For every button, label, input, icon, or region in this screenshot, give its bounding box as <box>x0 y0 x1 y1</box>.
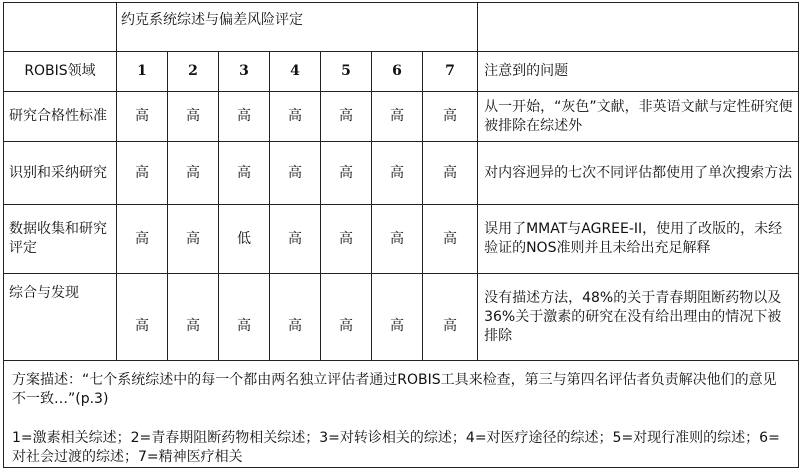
rating-cell: 高 <box>117 205 168 274</box>
rating-cell: 高 <box>219 92 270 142</box>
rating-cell: 高 <box>219 142 270 205</box>
rating-cell: 高 <box>321 92 372 142</box>
rating-cell: 高 <box>423 274 478 361</box>
note-cell: 误用了MMAT与AGREE-II，使用了改版的，未经验证的NOS准则并且未给出充足解释 <box>478 205 799 274</box>
rating-cell: 高 <box>270 205 321 274</box>
note-cell: 从一开始，“灰色”文献，非英语文献与定性研究便被排除在综述外 <box>478 92 799 142</box>
domain-column-header: ROBIS领域 <box>4 52 117 92</box>
rating-cell: 高 <box>168 274 219 361</box>
domain-cell: 综合与发现 <box>4 274 117 361</box>
title-row <box>4 3 799 52</box>
domain-cell: 识别和采纳研究 <box>4 142 117 205</box>
rating-cell: 高 <box>168 92 219 142</box>
rating-cell: 高 <box>168 205 219 274</box>
review-number-header: 6 <box>372 52 423 92</box>
rating-cell: 高 <box>168 142 219 205</box>
rating-cell: 低 <box>219 205 270 274</box>
review-number-header: 1 <box>117 52 168 92</box>
rating-cell: 高 <box>219 274 270 361</box>
review-number-header: 5 <box>321 52 372 92</box>
review-number-header: 2 <box>168 52 219 92</box>
rating-cell: 高 <box>117 274 168 361</box>
rating-cell: 高 <box>270 142 321 205</box>
robis-assessment-table <box>3 2 799 468</box>
note-cell: 没有描述方法，48%的关于青春期阻断药物以及36%关于激素的研究在没有给出理由的情况下被排除 <box>478 274 799 361</box>
rating-cell: 高 <box>321 274 372 361</box>
table-row <box>4 142 799 205</box>
title-notes-cell <box>478 3 799 52</box>
rating-cell: 高 <box>423 92 478 142</box>
rating-cell: 高 <box>270 274 321 361</box>
footer-cell <box>4 361 799 468</box>
title-corner-cell <box>4 3 117 52</box>
rating-cell: 高 <box>372 142 423 205</box>
table-title: 约克系统综述与偏差风险评定 <box>117 3 478 52</box>
rating-cell: 高 <box>372 274 423 361</box>
header-row <box>4 52 799 92</box>
rating-cell: 高 <box>372 92 423 142</box>
rating-cell: 高 <box>423 142 478 205</box>
review-number-header: 7 <box>423 52 478 92</box>
note-cell: 对内容迥异的七次不同评估都使用了单次搜索方法 <box>478 142 799 205</box>
rating-cell: 高 <box>423 205 478 274</box>
domain-cell: 数据收集和研究评定 <box>4 205 117 274</box>
notes-column-header: 注意到的问题 <box>478 52 799 92</box>
table-row <box>4 205 799 274</box>
review-legend: 1=激素相关综述；2=青春期阻断药物相关综述；3=对转诊相关的综述；4=对医疗途径的综述；5=对现行准则的综述；6=对社会过渡的综述；7=精神医疗相关 <box>12 430 780 465</box>
rating-cell: 高 <box>117 142 168 205</box>
footer-row <box>4 361 799 468</box>
rating-cell: 高 <box>270 92 321 142</box>
rating-cell: 高 <box>321 205 372 274</box>
table-row <box>4 274 799 361</box>
review-number-header: 3 <box>219 52 270 92</box>
table-row <box>4 92 799 142</box>
review-number-header: 4 <box>270 52 321 92</box>
rating-cell: 高 <box>321 142 372 205</box>
rating-cell: 高 <box>372 205 423 274</box>
footer-spacer <box>12 409 790 429</box>
domain-cell: 研究合格性标准 <box>4 92 117 142</box>
protocol-description: 方案描述：“七个系统综述中的每一个都由两名独立评估者通过ROBIS工具来检查，第三与第四名评估者负责解决他们的意见不一致…”(p.3) <box>12 372 777 407</box>
rating-cell: 高 <box>117 92 168 142</box>
